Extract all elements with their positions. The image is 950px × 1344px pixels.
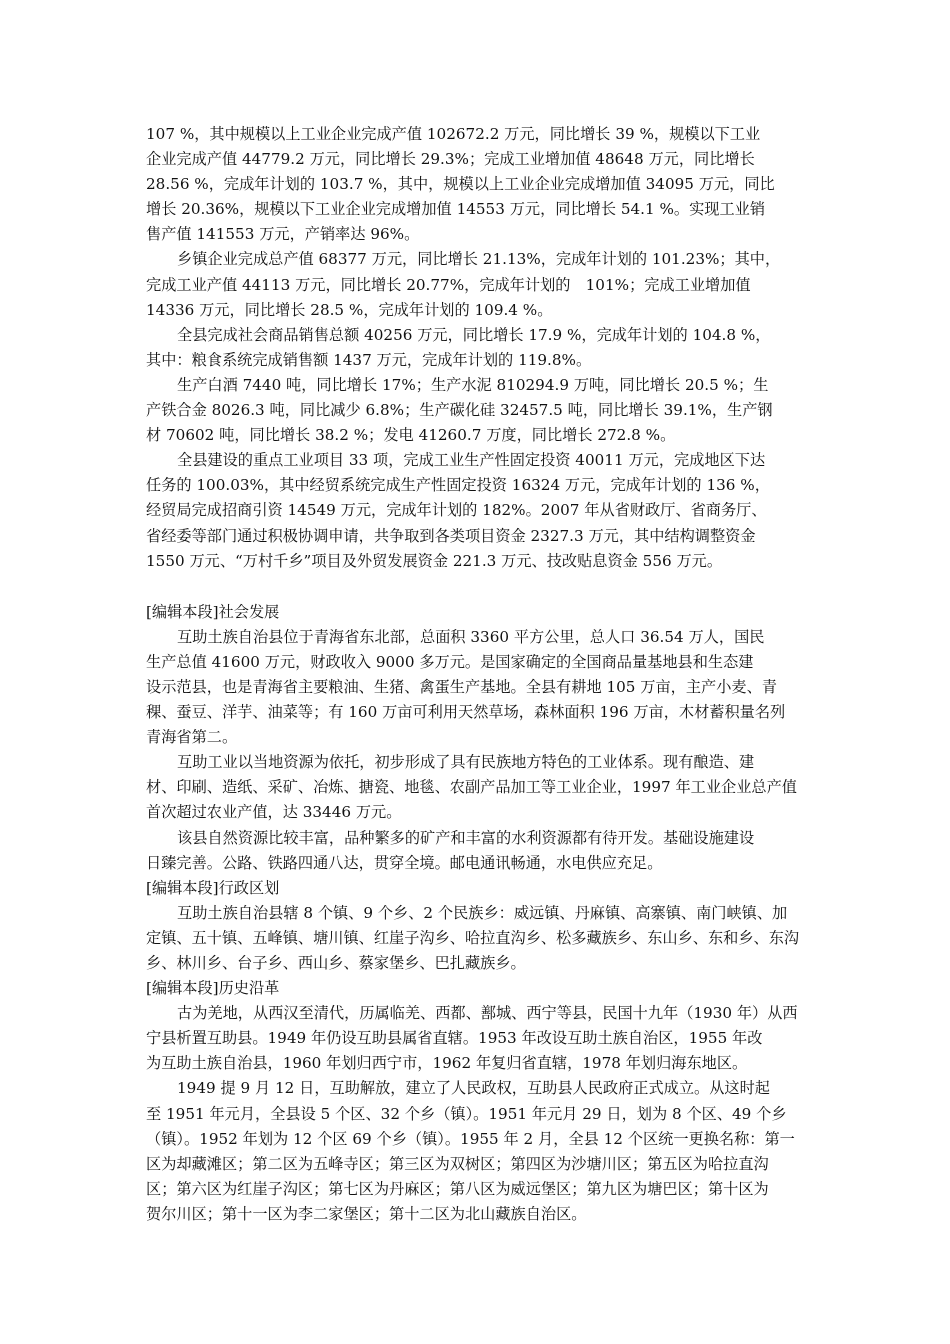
text-line: 1550 万元、“万村千乡”项目及外贸发展资金 221.3 万元、技改贴息资金 556 万元。 (146, 551, 723, 570)
text-line: 首次超过农业产值，达 33446 万元。 (146, 803, 402, 822)
text-line: 日臻完善。公路、铁路四通八达，贯穿全境。邮电通讯畅通，水电供应充足。 (146, 853, 663, 872)
text-line: 任务的 100.03%，其中经贸系统完成生产性固定投资 16324 万元，完成年计划的 136 %， (146, 476, 770, 495)
section-economy (146, 122, 818, 574)
text-line: 设示范县，也是青海省主要粮油、生猪、禽蛋生产基地。全县有耕地 105 万亩，主产小麦、青 (146, 677, 777, 696)
text-line: 互助土族自治县位于青海省东北部，总面积 3360 平方公里，总人口 36.54 万人，国民 (177, 627, 765, 646)
text-line: 生产总值 41600 万元，财政收入 9000 多万元。是国家确定的全国商品量基地县和生态建 (146, 652, 754, 671)
section-social (146, 625, 818, 876)
text-line: 1949 提 9 月 12 日，互助解放，建立了人民政权，互助县人民政府正式成立。从这时起 (177, 1079, 770, 1098)
text-line: 青海省第二。 (146, 728, 238, 747)
text-line: 增长 20.36%，规模以下工业企业完成增加值 14553 万元，同比增长 54.1 %。实现工业销 (146, 200, 766, 219)
text-line: 其中：粮食系统完成销售额 1437 万元，完成年计划的 119.8%。 (146, 350, 592, 369)
text-line: 107 %，其中规模以上工业企业完成产值 102672.2 万元，同比增长 39 %，规模以下工业 (146, 125, 761, 143)
text-line: 28.56 %，完成年计划的 103.7 %，其中，规模以上工业企业完成增加值 34095 万元，同比 (146, 175, 775, 194)
text-line: 省经委等部门通过积极协调申请，共争取到各类项目资金 2327.3 万元，其中结构调整资金 (146, 526, 756, 545)
text-line: （镇）。1952 年划为 12 个区 69 个乡（镇）。1955 年 2 月，全县 12 个区统一更换名称：第一 (146, 1129, 795, 1148)
section-heading-history[interactable]: [编辑本段]历史沿革 (146, 979, 280, 998)
text-line: 稞、蚕豆、洋芋、油菜等；有 160 万亩可利用天然草场，森林面积 196 万亩，木材蓄积量名列 (146, 703, 786, 722)
text-line: 至 1951 年元月，全县设 5 个区、32 个乡（镇）。1951 年元月 29 日，划为 8 个区、49 个乡 (146, 1104, 787, 1123)
text-line: 贺尔川区；第十一区为李二家堡区；第十二区为北山藏族自治区。 (146, 1204, 587, 1223)
text-line: 生产白酒 7440 吨，同比增长 17%；生产水泥 810294.9 万吨，同比增长 20.5 %；生 (177, 375, 769, 394)
text-line: 乡镇企业完成总产值 68377 万元，同比增长 21.13%，完成年计划的 101.23%；其中， (177, 250, 781, 269)
text-line: 材、印刷、造纸、采矿、冶炼、搪瓷、地毯、农副产品加工等工业企业，1997 年工业企业总产值 (146, 778, 797, 797)
document-page (146, 122, 818, 1227)
text-line: 全县建设的重点工业项目 33 项，完成工业生产性固定投资 40011 万元，完成地区下达 (177, 451, 766, 470)
section-gap (146, 574, 818, 600)
text-line: 区；第六区为红崖子沟区；第七区为丹麻区；第八区为威远堡区；第九区为塘巴区；第十区为 (146, 1179, 769, 1198)
text-line: 14336 万元，同比增长 28.5 %，完成年计划的 109.4 %。 (146, 300, 553, 319)
text-line: 区为却藏滩区；第二区为五峰寺区；第三区为双树区；第四区为沙塘川区；第五区为哈拉直沟 (146, 1154, 769, 1173)
section-history (146, 1001, 818, 1227)
text-line: 互助土族自治县辖 8 个镇、9 个乡、2 个民族乡：威远镇、丹麻镇、高寨镇、南门峡镇、加 (177, 903, 788, 922)
text-line: 产铁合金 8026.3 吨，同比减少 6.8%；生产碳化硅 32457.5 吨，同比增长 39.1%，生产钢 (146, 401, 773, 420)
text-line: 乡、林川乡、台子乡、西山乡、蔡家堡乡、巴扎藏族乡。 (146, 954, 526, 972)
text-line: 全县完成社会商品销售总额 40256 万元，同比增长 17.9 %，完成年计划的 104.8 %， (177, 325, 771, 344)
text-line: 宁县析置互助县。1949 年仍设互助县属省直辖。1953 年改设互助土族自治区，1955 年改 (146, 1029, 763, 1048)
section-admin (146, 901, 818, 976)
text-line: 古为羌地，从西汉至清代，历属临羌、西都、鄯城、西宁等县，民国十九年（1930 年）从西 (177, 1004, 798, 1023)
text-line: 完成工业产值 44113 万元，同比增长 20.77%，完成年计划的 101%；完成工业增加值 (146, 275, 751, 294)
text-line: 该县自然资源比较丰富，品种繁多的矿产和丰富的水利资源都有待开发。基础设施建设 (177, 828, 755, 847)
text-line: 为互助土族自治县，1960 年划归西宁市，1962 年复归省直辖，1978 年划归海东地区。 (146, 1054, 748, 1073)
text-line: 售产值 141553 万元，产销率达 96%。 (146, 225, 420, 244)
text-line: 互助工业以当地资源为依托，初步形成了具有民族地方特色的工业体系。现有酿造、建 (177, 753, 755, 772)
section-heading-social[interactable]: [编辑本段]社会发展 (146, 602, 280, 621)
text-line: 定镇、五十镇、五峰镇、塘川镇、红崖子沟乡、哈拉直沟乡、松多藏族乡、东山乡、东和乡、东沟 (146, 928, 800, 947)
section-heading-admin[interactable]: [编辑本段]行政区划 (146, 878, 280, 897)
text-line: 经贸局完成招商引资 14549 万元，完成年计划的 182%。2007 年从省财政厅、省商务厅、 (146, 501, 767, 520)
text-line: 材 70602 吨，同比增长 38.2 %；发电 41260.7 万度，同比增长 272.8 %。 (146, 426, 676, 445)
text-line: 企业完成产值 44779.2 万元，同比增长 29.3%；完成工业增加值 48648 万元，同比增长 (146, 150, 755, 169)
